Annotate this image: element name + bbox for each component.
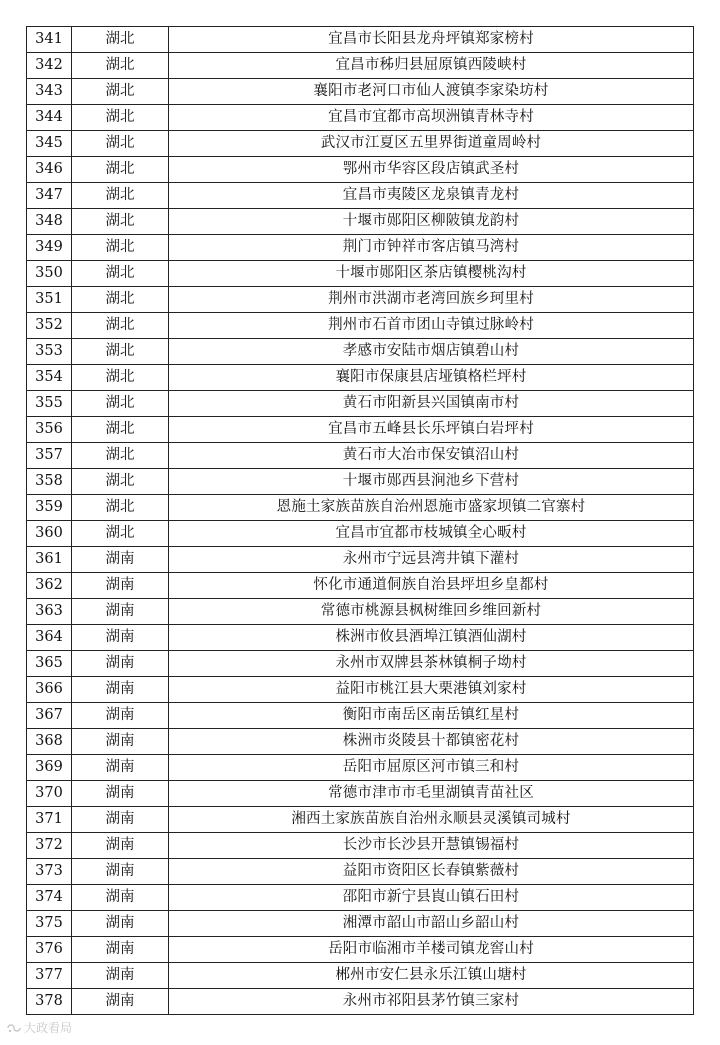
row-number: 362 — [27, 573, 72, 599]
row-number: 368 — [27, 729, 72, 755]
row-village-name: 武汉市江夏区五里界街道童周岭村 — [169, 131, 694, 157]
row-number: 364 — [27, 625, 72, 651]
table-row — [27, 937, 694, 963]
row-province: 湖北 — [72, 157, 169, 183]
table-row — [27, 235, 694, 261]
row-village-name: 鄂州市华容区段店镇武圣村 — [169, 157, 694, 183]
table-row — [27, 807, 694, 833]
row-number: 352 — [27, 313, 72, 339]
row-province: 湖北 — [72, 495, 169, 521]
table-row — [27, 651, 694, 677]
table-row — [27, 183, 694, 209]
row-province: 湖北 — [72, 287, 169, 313]
table-row — [27, 365, 694, 391]
row-village-name: 恩施土家族苗族自治州恩施市盛家坝镇二官寨村 — [169, 495, 694, 521]
row-village-name: 宜昌市秭归县屈原镇西陵峡村 — [169, 53, 694, 79]
table-row — [27, 521, 694, 547]
row-village-name: 永州市祁阳县茅竹镇三家村 — [169, 989, 694, 1015]
row-province: 湖南 — [72, 989, 169, 1015]
row-village-name: 黄石市阳新县兴国镇南市村 — [169, 391, 694, 417]
row-number: 353 — [27, 339, 72, 365]
row-number: 366 — [27, 677, 72, 703]
row-province: 湖北 — [72, 235, 169, 261]
row-village-name: 郴州市安仁县永乐江镇山塘村 — [169, 963, 694, 989]
row-village-name: 长沙市长沙县开慧镇锡福村 — [169, 833, 694, 859]
row-number: 365 — [27, 651, 72, 677]
table-row — [27, 989, 694, 1015]
row-village-name: 荆州市洪湖市老湾回族乡珂里村 — [169, 287, 694, 313]
table-row — [27, 859, 694, 885]
row-number: 374 — [27, 885, 72, 911]
table-row — [27, 885, 694, 911]
row-village-name: 湘潭市韶山市韶山乡韶山村 — [169, 911, 694, 937]
row-village-name: 益阳市桃江县大栗港镇刘家村 — [169, 677, 694, 703]
row-number: 369 — [27, 755, 72, 781]
row-province: 湖南 — [72, 807, 169, 833]
row-number: 359 — [27, 495, 72, 521]
row-province: 湖南 — [72, 703, 169, 729]
row-province: 湖南 — [72, 651, 169, 677]
row-village-name: 宜昌市五峰县长乐坪镇白岩坪村 — [169, 417, 694, 443]
row-village-name: 荆门市钟祥市客店镇马湾村 — [169, 235, 694, 261]
row-number: 363 — [27, 599, 72, 625]
watermark-logo-icon — [6, 1022, 22, 1034]
table-row — [27, 625, 694, 651]
row-village-name: 黄石市大冶市保安镇沼山村 — [169, 443, 694, 469]
row-number: 355 — [27, 391, 72, 417]
row-number: 375 — [27, 911, 72, 937]
table-row — [27, 547, 694, 573]
table-row — [27, 443, 694, 469]
row-village-name: 襄阳市老河口市仙人渡镇李家染坊村 — [169, 79, 694, 105]
row-province: 湖北 — [72, 391, 169, 417]
row-number: 377 — [27, 963, 72, 989]
row-province: 湖南 — [72, 625, 169, 651]
table-row — [27, 417, 694, 443]
table-row — [27, 157, 694, 183]
village-table — [26, 26, 694, 1015]
row-province: 湖北 — [72, 27, 169, 53]
table-row — [27, 495, 694, 521]
table-row — [27, 963, 694, 989]
row-village-name: 湘西土家族苗族自治州永顺县灵溪镇司城村 — [169, 807, 694, 833]
row-number: 367 — [27, 703, 72, 729]
table-row — [27, 755, 694, 781]
row-number: 373 — [27, 859, 72, 885]
row-number: 354 — [27, 365, 72, 391]
row-village-name: 宜昌市夷陵区龙泉镇青龙村 — [169, 183, 694, 209]
table-row — [27, 105, 694, 131]
table-row — [27, 677, 694, 703]
row-province: 湖南 — [72, 599, 169, 625]
row-village-name: 怀化市通道侗族自治县坪坦乡皇都村 — [169, 573, 694, 599]
row-number: 376 — [27, 937, 72, 963]
row-province: 湖北 — [72, 183, 169, 209]
row-province: 湖北 — [72, 365, 169, 391]
row-number: 358 — [27, 469, 72, 495]
row-village-name: 襄阳市保康县店垭镇格栏坪村 — [169, 365, 694, 391]
row-number: 360 — [27, 521, 72, 547]
row-province: 湖北 — [72, 469, 169, 495]
row-number: 346 — [27, 157, 72, 183]
row-village-name: 益阳市资阳区长春镇紫薇村 — [169, 859, 694, 885]
row-province: 湖北 — [72, 443, 169, 469]
table-row — [27, 573, 694, 599]
row-village-name: 孝感市安陆市烟店镇碧山村 — [169, 339, 694, 365]
table-row — [27, 833, 694, 859]
table-row — [27, 209, 694, 235]
row-village-name: 十堰市郧西县涧池乡下营村 — [169, 469, 694, 495]
row-village-name: 宜昌市长阳县龙舟坪镇郑家榜村 — [169, 27, 694, 53]
table-row — [27, 391, 694, 417]
row-number: 349 — [27, 235, 72, 261]
row-province: 湖北 — [72, 313, 169, 339]
row-village-name: 株洲市攸县酒埠江镇酒仙湖村 — [169, 625, 694, 651]
row-village-name: 岳阳市屈原区河市镇三和村 — [169, 755, 694, 781]
table-row — [27, 313, 694, 339]
table-row — [27, 911, 694, 937]
row-number: 370 — [27, 781, 72, 807]
row-number: 342 — [27, 53, 72, 79]
row-province: 湖南 — [72, 963, 169, 989]
row-village-name: 常德市桃源县枫树维回乡维回新村 — [169, 599, 694, 625]
table-row — [27, 703, 694, 729]
row-number: 343 — [27, 79, 72, 105]
row-village-name: 岳阳市临湘市羊楼司镇龙窖山村 — [169, 937, 694, 963]
row-number: 357 — [27, 443, 72, 469]
row-province: 湖南 — [72, 729, 169, 755]
row-province: 湖北 — [72, 521, 169, 547]
row-province: 湖南 — [72, 573, 169, 599]
row-number: 345 — [27, 131, 72, 157]
row-province: 湖北 — [72, 105, 169, 131]
row-village-name: 宜昌市宜都市枝城镇全心畈村 — [169, 521, 694, 547]
table-row — [27, 469, 694, 495]
row-number: 341 — [27, 27, 72, 53]
row-province: 湖南 — [72, 833, 169, 859]
row-village-name: 永州市宁远县湾井镇下灌村 — [169, 547, 694, 573]
row-province: 湖南 — [72, 859, 169, 885]
row-village-name: 荆州市石首市团山寺镇过脉岭村 — [169, 313, 694, 339]
row-province: 湖北 — [72, 417, 169, 443]
row-number: 372 — [27, 833, 72, 859]
row-province: 湖南 — [72, 911, 169, 937]
village-list-sheet — [26, 26, 694, 1015]
row-number: 344 — [27, 105, 72, 131]
row-village-name: 十堰市郧阳区茶店镇樱桃沟村 — [169, 261, 694, 287]
row-number: 347 — [27, 183, 72, 209]
table-row — [27, 339, 694, 365]
row-number: 348 — [27, 209, 72, 235]
watermark — [6, 1019, 72, 1036]
row-province: 湖北 — [72, 53, 169, 79]
row-number: 378 — [27, 989, 72, 1015]
table-row — [27, 287, 694, 313]
table-row — [27, 599, 694, 625]
row-province: 湖南 — [72, 937, 169, 963]
row-province: 湖南 — [72, 885, 169, 911]
table-row — [27, 781, 694, 807]
row-province: 湖北 — [72, 339, 169, 365]
table-row — [27, 729, 694, 755]
row-province: 湖南 — [72, 677, 169, 703]
row-province: 湖南 — [72, 547, 169, 573]
row-village-name: 永州市双牌县茶林镇桐子坳村 — [169, 651, 694, 677]
row-province: 湖南 — [72, 781, 169, 807]
row-village-name: 衡阳市南岳区南岳镇红星村 — [169, 703, 694, 729]
row-province: 湖北 — [72, 261, 169, 287]
table-row — [27, 27, 694, 53]
row-province: 湖北 — [72, 79, 169, 105]
row-province: 湖北 — [72, 209, 169, 235]
row-number: 350 — [27, 261, 72, 287]
row-village-name: 十堰市郧阳区柳陂镇龙韵村 — [169, 209, 694, 235]
row-number: 356 — [27, 417, 72, 443]
table-row — [27, 131, 694, 157]
row-number: 371 — [27, 807, 72, 833]
row-village-name: 宜昌市宜都市高坝洲镇青林寺村 — [169, 105, 694, 131]
row-village-name: 株洲市炎陵县十都镇密花村 — [169, 729, 694, 755]
row-number: 361 — [27, 547, 72, 573]
row-village-name: 邵阳市新宁县崀山镇石田村 — [169, 885, 694, 911]
table-row — [27, 79, 694, 105]
row-province: 湖南 — [72, 755, 169, 781]
table-row — [27, 261, 694, 287]
village-table-body — [27, 27, 694, 1015]
row-village-name: 常德市津市市毛里湖镇青苗社区 — [169, 781, 694, 807]
row-province: 湖北 — [72, 131, 169, 157]
watermark-text: 大政看局 — [24, 1021, 73, 1035]
table-row — [27, 53, 694, 79]
row-number: 351 — [27, 287, 72, 313]
